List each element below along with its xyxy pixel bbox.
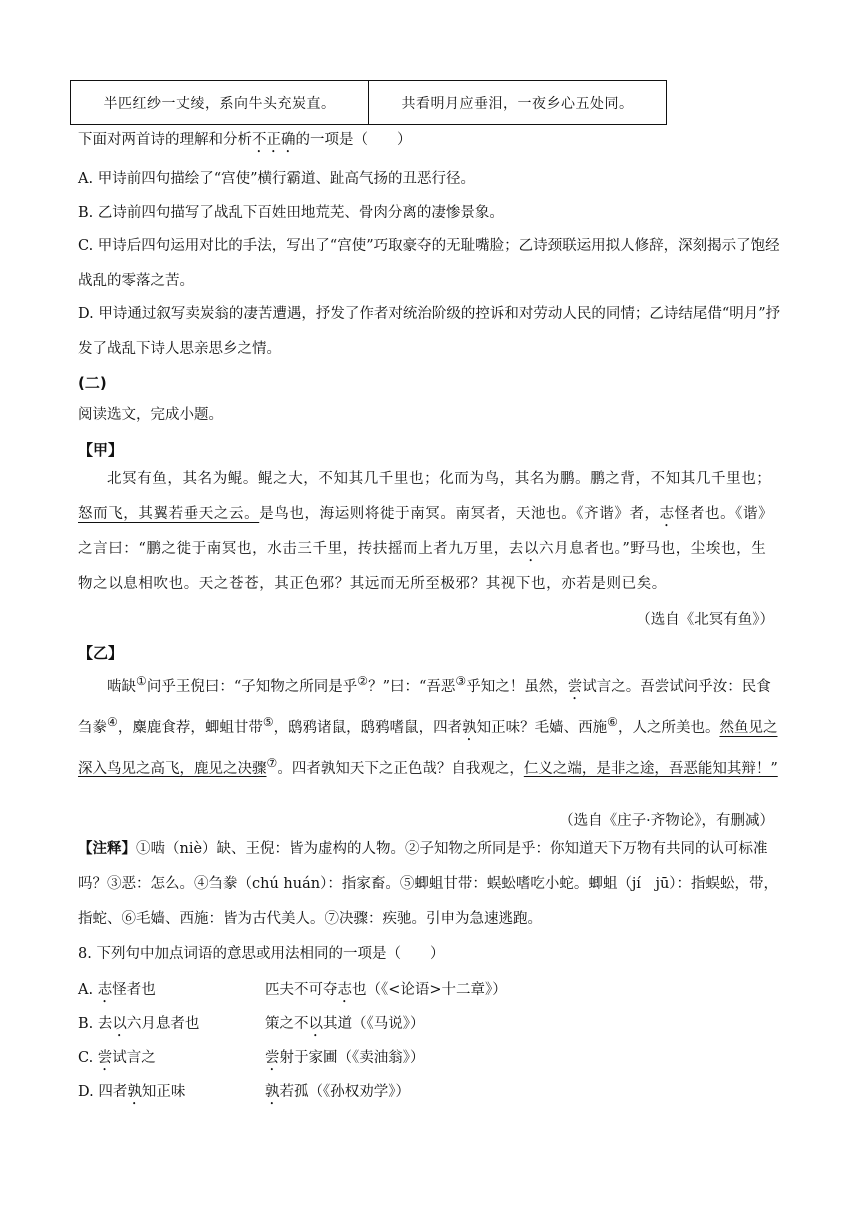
yi-text: ，人之所美也。 xyxy=(617,719,720,736)
footnote-ref: ④ xyxy=(107,714,118,729)
yi-text: 知正味？毛嫱、西施 xyxy=(476,719,608,736)
jia-emphasis-zhi: 志 xyxy=(659,506,675,522)
q8-option-b: B. 去以六月息者也 策之不以其道（《马说》） xyxy=(78,1016,425,1032)
yi-text: 问乎王倪曰：“子知物之所同是乎 xyxy=(146,678,358,695)
annotations-text: ①啮（niè）缺、王倪：皆为虚构的人物。②子知物之所同是乎：你知道天下万物有共同的认可标准吗？③恶：怎么。④刍豢（chú huán）：指家畜。⑤蝍蛆甘带：蜈蚣嗜吃小蛇。蝍蛆（jí jū）：指蜈蚣，带，指蛇、⑥毛嫱、西施：皆为古代美人。⑦决骤：疾驰。引申为急速逃跑。 xyxy=(78,841,779,927)
q7-option-a: A. 甲诗前四句描绘了“宫使”横行霸道、趾高气扬的丑恶行径。 xyxy=(78,171,476,187)
footnote-ref: ⑦ xyxy=(266,755,278,770)
q7-stem-pre: 下面对两首诗的理解和分析 xyxy=(78,132,252,148)
section-heading: (二) xyxy=(78,374,107,392)
footnote-ref: ② xyxy=(357,674,369,688)
yi-underlined-sentence-2: 仁义之端，是非之途，吾恶能知其辩！” xyxy=(523,760,778,777)
footnote-ref: ⑥ xyxy=(607,714,618,729)
section-instruction: 阅读选文，完成小题。 xyxy=(78,407,223,423)
passage-yi-text xyxy=(78,664,781,786)
jia-emphasis-yi: 以 xyxy=(523,541,540,557)
q7-stem xyxy=(78,130,412,156)
poem-cell-left: 半匹红纱一丈绫，系向牛头充炭直。 xyxy=(103,95,336,112)
footnote-ref: ⑤ xyxy=(262,714,274,729)
jia-text-4: 六月息者也。”野马也，尘埃也，生物之以息相吹也。天之苍苍，其正色邪？其远而无所至极邪？其视下也，亦若是则已矣。 xyxy=(78,541,767,592)
yi-text: 乎知之！虽然， xyxy=(466,678,568,695)
q8-option-d: D. 四者孰知正味 孰若孤（《孙权劝学》） xyxy=(78,1084,410,1100)
passage-jia-label: 【甲】 xyxy=(78,441,124,459)
passage-yi-label: 【乙】 xyxy=(78,644,124,662)
passage-yi-source: （选自《庄子·齐物论》，有删减） xyxy=(559,813,774,829)
yi-text: ？”曰：“吾恶 xyxy=(368,678,456,695)
yi-text: ，鸱鸦诸鼠，鸱鸦嗜鼠，四者 xyxy=(273,719,463,736)
footnote-ref: ③ xyxy=(455,674,467,688)
q7-option-d: D. 甲诗通过叙写卖炭翁的凄苦遭遇，抒发了作者对统治阶级的控诉和对劳动人民的同情；乙诗结尾借“明月”抒发了战乱下诗人思亲思乡之情。 xyxy=(78,306,781,357)
annotations xyxy=(78,831,783,937)
yi-emphasis-chang: 尝 xyxy=(567,678,583,695)
yi-text: 试言之。吾尝试问乎汝：民食刍豢 xyxy=(78,678,771,736)
jia-underlined-sentence: 怒而飞，其翼若垂天之云。 xyxy=(78,506,260,522)
yi-text: 啮缺 xyxy=(107,678,136,695)
poem-cell-right: 共看明月应垂泪，一夜乡心五处同。 xyxy=(368,81,666,124)
poem-table xyxy=(70,80,667,125)
yi-text: 。四者孰知天下之正色哉？自我观之， xyxy=(277,760,524,777)
jia-text-2: 是鸟也，海运则将徙于南冥。南冥者，天池也。《齐谐》者， xyxy=(259,506,660,522)
q7-stem-post: 的一项是（ ） xyxy=(295,132,412,148)
q7-option-c: C. 甲诗后四句运用对比的手法，写出了“宫使”巧取豪夺的无耻嘴脸；乙诗颈联运用拟人修辞，深刻揭示了饱经战乱的零落之苦。 xyxy=(78,238,780,289)
jia-text-1: 北冥有鱼，其名为鲲。鲲之大，不知其几千里也；化而为鸟，其名为鹏。鹏之背，不知其几千里也； xyxy=(107,471,772,487)
jia-text-3: 怪者也。《谐》之言曰：“鹏之徙于南冥也，水击三千里，抟扶摇而上者九万里，去 xyxy=(78,506,774,557)
annotations-label: 【注释】 xyxy=(78,840,136,857)
passage-jia-text xyxy=(78,462,780,602)
yi-text: ，麋鹿食荐，蝍蛆甘带 xyxy=(117,719,263,736)
footnote-ref: ① xyxy=(136,674,147,688)
yi-emphasis-shu: 孰 xyxy=(462,719,477,736)
q8-stem: 8. 下列句中加点词语的意思或用法相同的一项是（ ） xyxy=(78,946,445,962)
q7-option-b: B. 乙诗前四句描写了战乱下百姓田地荒芜、骨肉分离的凄惨景象。 xyxy=(78,205,504,221)
q7-stem-emphasis: 不正确 xyxy=(252,132,296,148)
q8-option-a: A. 志怪者也 匹夫不可夺志也（《<论语>十二章》） xyxy=(78,982,507,998)
yi-underlined-sentence-1: 然鱼见之深入鸟见之高飞，鹿见之决骤 xyxy=(78,719,778,777)
q8-option-c: C. 尝试言之 尝射于家圃（《卖油翁》） xyxy=(78,1050,425,1066)
passage-jia-source: （选自《北冥有鱼》） xyxy=(636,612,774,628)
